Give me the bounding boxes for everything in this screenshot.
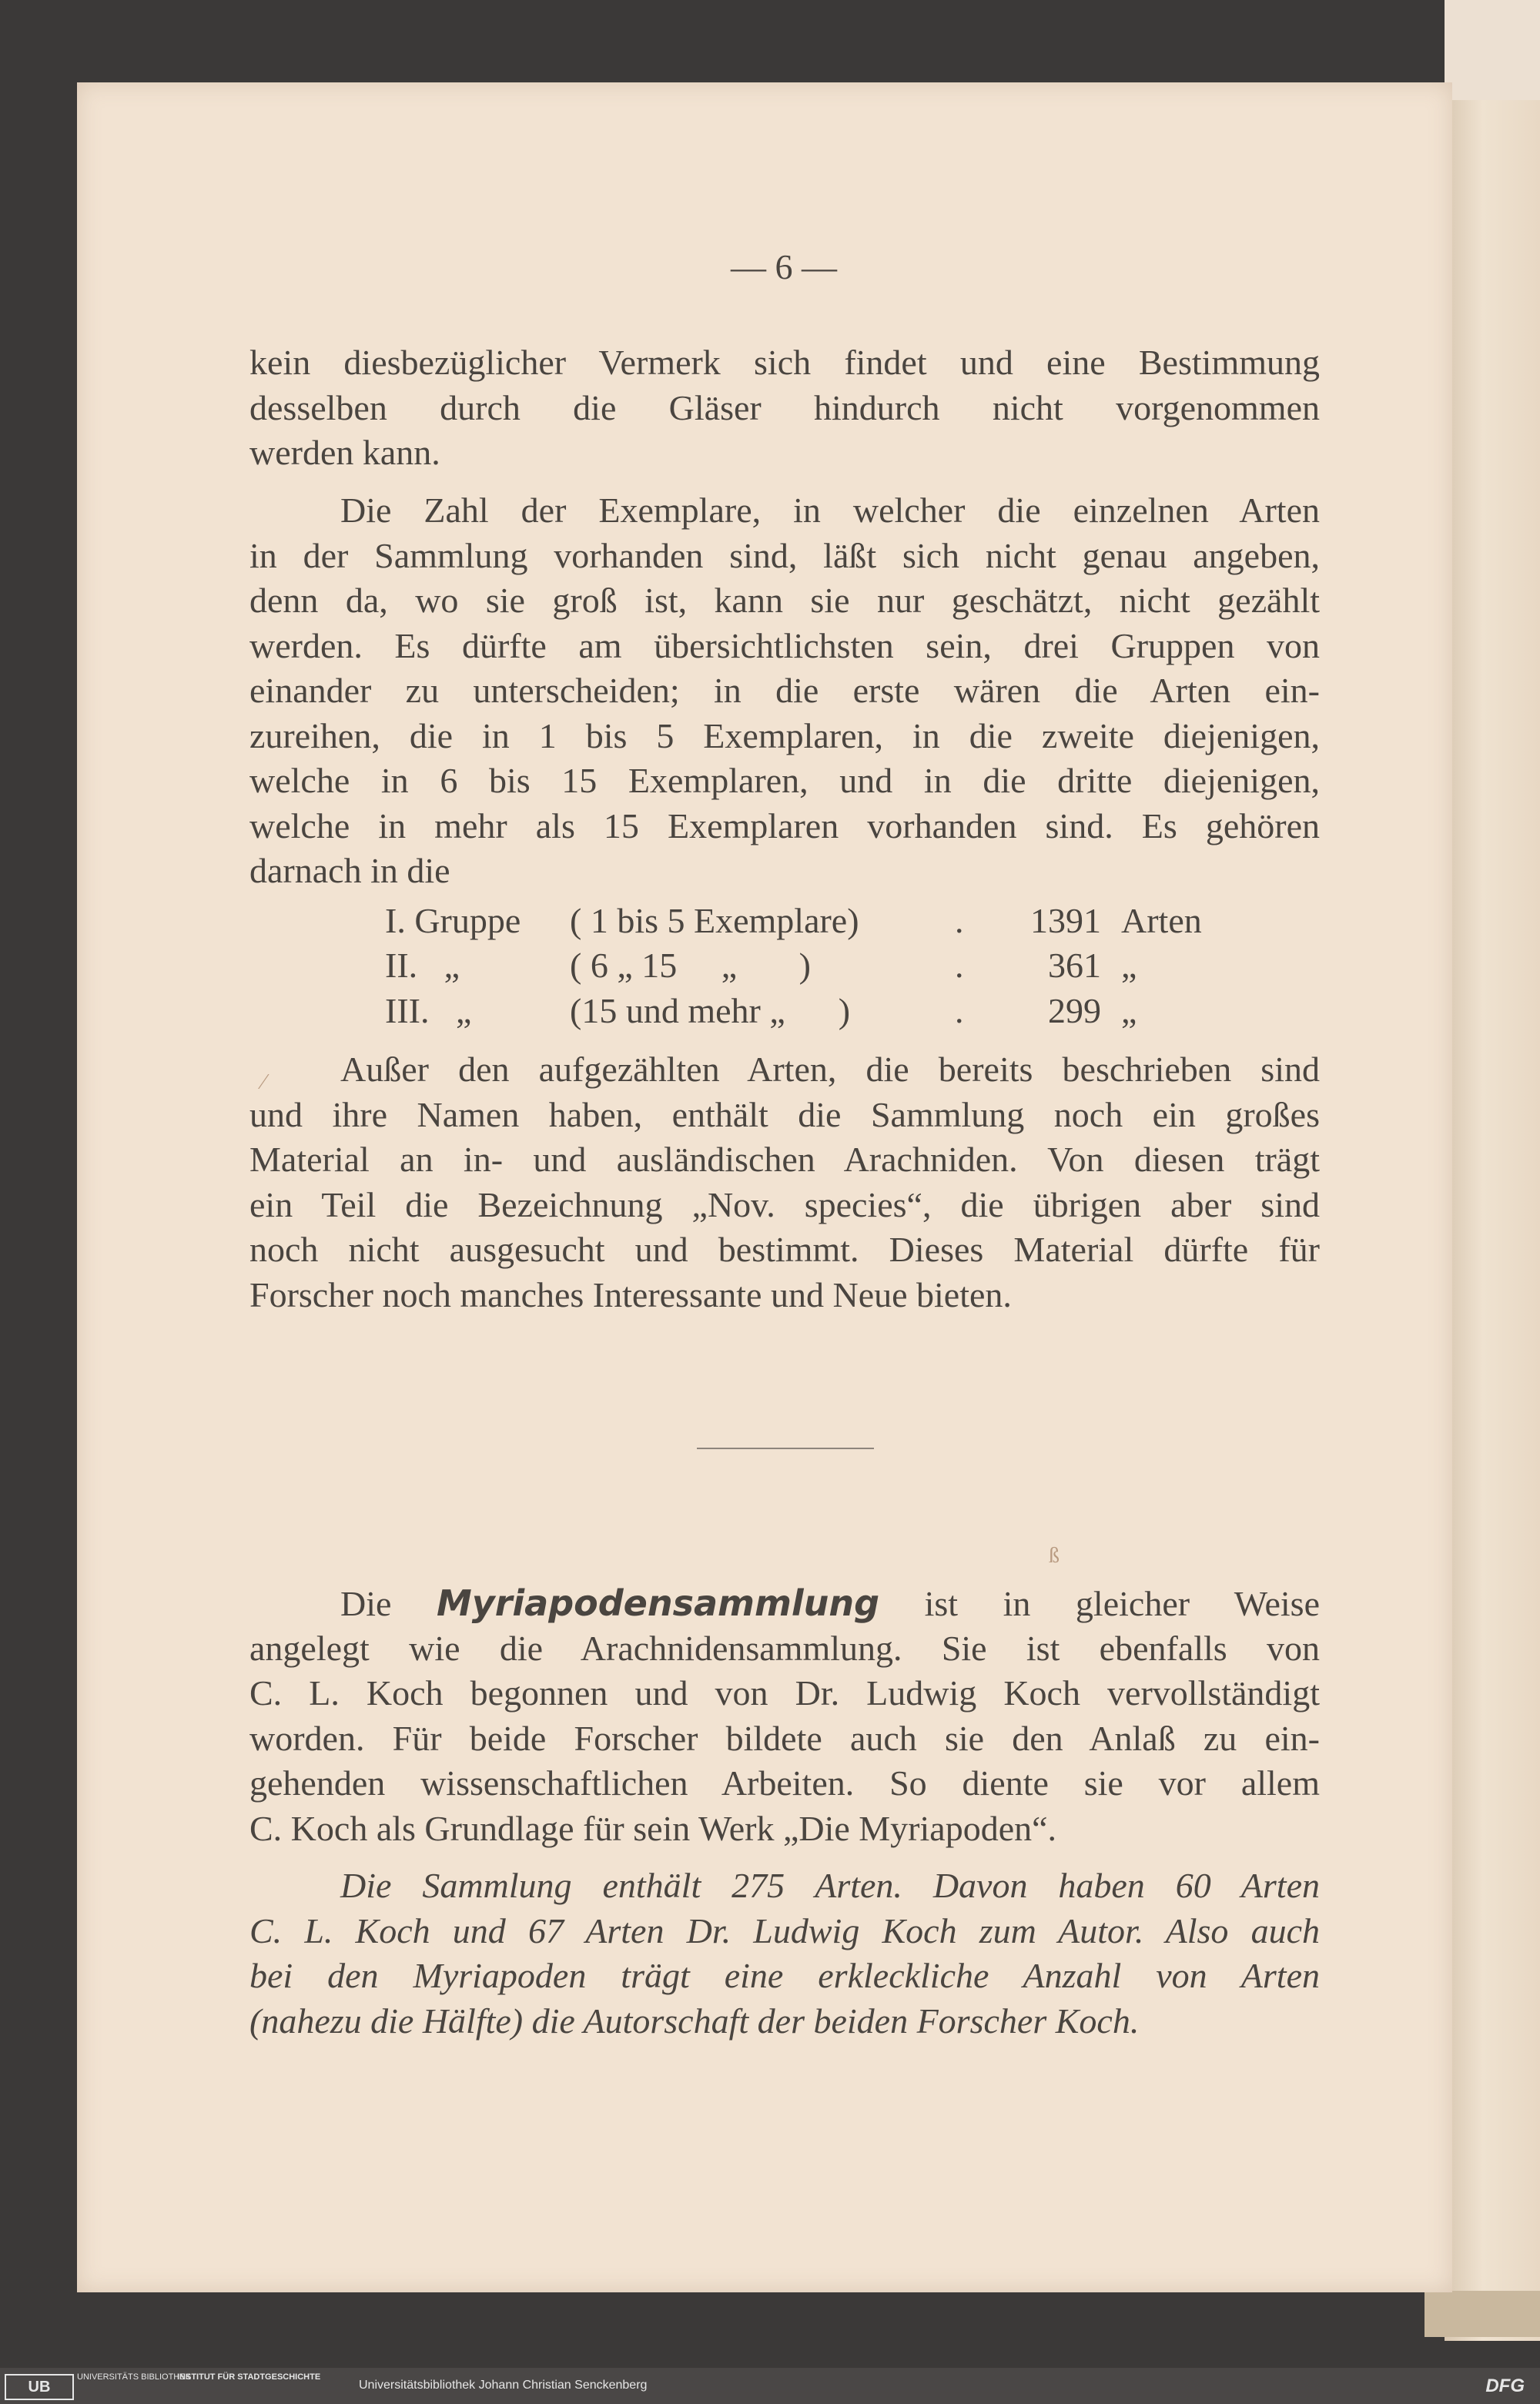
adjacent-page-edge-top <box>1445 0 1540 100</box>
para3-line: Forscher noch manches Interessante und Neue bieten. <box>249 1274 1012 1314</box>
para4-line: worden. Für beide Forscher bildete auch sie den Anlaß zu ein- <box>249 1718 1320 1758</box>
para2-line: einander zu unterscheiden; in die erste wären die Arten ein- <box>249 671 1320 710</box>
section-divider <box>697 1448 874 1449</box>
group-unit: Arten <box>1121 900 1202 940</box>
para1-line: desselben durch die Gläser hindurch nicht vorgenommen <box>249 387 1320 427</box>
group-dot: . <box>955 900 964 940</box>
pencil-mark-b: ß <box>1049 1544 1060 1568</box>
para2-line: welche in mehr als 15 Exemplaren vorhanden sind. Es gehören <box>249 805 1320 845</box>
para2-line: werden. Es dürfte am übersichtlichsten sein, drei Gruppen von <box>249 625 1320 665</box>
myriapodensammlung-emphasis: Myriapodensammlung <box>436 1582 880 1624</box>
para4-line: angelegt wie die Arachnidensammlung. Sie ist ebenfalls von <box>249 1628 1320 1668</box>
paragraph-2 <box>249 488 1320 894</box>
para5-line: bei den Myriapoden trägt eine erkleckliche Anzahl von Arten <box>249 1956 1320 1995</box>
group-num: III. „ <box>385 990 472 1030</box>
group-dot: . <box>955 946 964 986</box>
para3-line: ein Teil die Bezeichnung „Nov. species“, die übrigen aber sind <box>249 1184 1320 1224</box>
group-row <box>385 943 1229 989</box>
page-number: — 6 — <box>731 247 837 286</box>
para2-line: denn da, wo sie groß ist, kann sie nur geschätzt, nicht gezählt <box>249 581 1320 620</box>
para2-line: Die Zahl der Exemplare, in welcher die einzelnen Arten <box>340 491 1320 530</box>
paragraph-5-italic <box>249 1863 1320 2044</box>
para2-line: in der Sammlung vorhanden sind, läßt sich nicht genau angeben, <box>249 535 1320 575</box>
ub-logo: UB <box>5 2374 74 2400</box>
para4-prefix: Die <box>340 1584 392 1623</box>
group-count: 299 <box>1048 990 1101 1030</box>
para1-line: kein diesbezüglicher Vermerk sich findet und eine Bestimmung <box>249 343 1320 382</box>
para2-line: welche in 6 bis 15 Exemplaren, und in die dritte diejenigen, <box>249 761 1320 800</box>
ub-name: UNIVERSITÄTS BIBLIOTHEK <box>77 2372 191 2382</box>
para4-line: C. L. Koch begonnen und von Dr. Ludwig Koch vervollständigt <box>249 1673 1320 1713</box>
paragraph-4-first-line <box>249 1581 1320 1626</box>
group-num: II. „ <box>385 946 460 986</box>
institute-name: INSTITUT FÜR STADTGESCHICHTE <box>177 2372 321 2382</box>
para3-line: und ihre Namen haben, enthält die Sammlung noch ein großes <box>249 1094 1320 1134</box>
para2-line: zureihen, die in 1 bis 5 Exemplaren, in die zweite diejenigen, <box>249 715 1320 755</box>
group-count: 1391 <box>1030 900 1101 940</box>
paragraph-1 <box>249 340 1320 476</box>
adjacent-page-edge <box>1445 0 1540 2341</box>
group-unit: „ <box>1121 946 1137 986</box>
group-range: ( 6 „ 15 „ ) <box>570 946 811 986</box>
adjacent-page-edge-bottom <box>1424 2291 1540 2337</box>
group-table <box>385 898 1229 1033</box>
group-row <box>385 898 1229 943</box>
footer-bar <box>0 2368 1540 2404</box>
group-unit: „ <box>1121 990 1137 1030</box>
para5-line: Die Sammlung enthält 275 Arten. Davon haben 60 Arten <box>340 1866 1320 1905</box>
group-dot: . <box>955 990 964 1030</box>
pencil-mark: ⁄ <box>262 1070 266 1094</box>
group-range: (15 und mehr „ ) <box>570 990 851 1030</box>
para1-line: werden kann. <box>249 433 440 472</box>
para3-line: Außer den aufgezählten Arten, die bereits beschrieben sind <box>340 1050 1320 1089</box>
para2-line: darnach in die <box>249 851 450 890</box>
para5-line: (nahezu die Hälfte) die Autorschaft der beiden Forscher Koch. <box>249 2001 1140 2041</box>
group-range: ( 1 bis 5 Exemplare) <box>570 900 859 940</box>
para5-line: C. L. Koch und 67 Arten Dr. Ludwig Koch zum Autor. Also auch <box>249 1910 1320 1950</box>
para4-line: C. Koch als Grundlage für sein Werk „Die Myriapoden“. <box>249 1808 1057 1848</box>
para4-suffix: ist in gleicher Weise <box>924 1584 1320 1623</box>
group-count: 361 <box>1048 946 1101 986</box>
paragraph-4 <box>249 1581 1320 1851</box>
para3-line: noch nicht ausgesucht und bestimmt. Dieses Material dürfte für <box>249 1230 1320 1269</box>
library-name: Universitätsbibliothek Johann Christian Senckenberg <box>359 2379 648 2392</box>
dfg-logo: DFG <box>1485 2376 1525 2396</box>
group-num: I. Gruppe <box>385 900 521 940</box>
paragraph-3 <box>249 1047 1320 1318</box>
para4-line: gehenden wissenschaftlichen Arbeiten. So diente sie vor allem <box>249 1763 1320 1803</box>
group-row <box>385 988 1229 1033</box>
para3-line: Material an in- und ausländischen Arachniden. Von diesen trägt <box>249 1140 1320 1179</box>
